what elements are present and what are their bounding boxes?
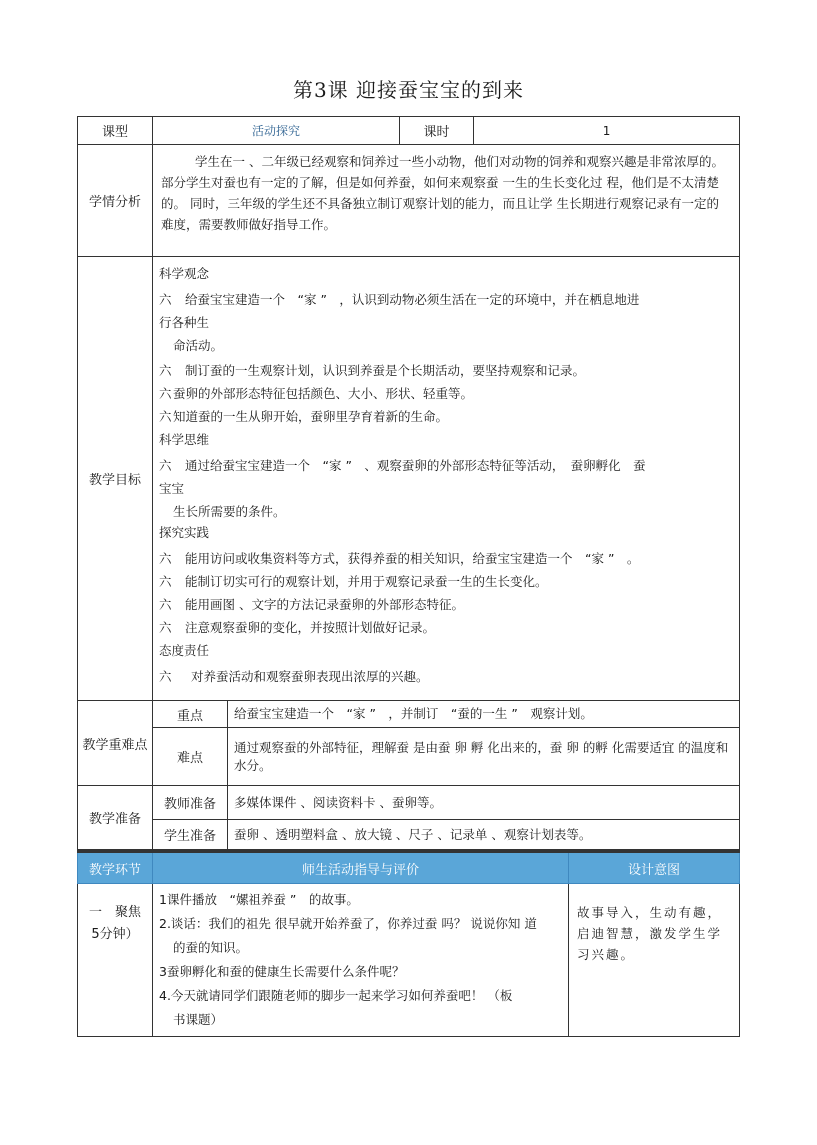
bullet-marker: 六 — [159, 458, 172, 473]
process-col-stage: 教学环节 — [78, 852, 153, 884]
type-value: 活动探究 — [153, 117, 400, 145]
activity-step: 2.谈话：我们的祖先 很早就开始养蚕了，你养过蚕 吗？ 说说你知 道 — [159, 916, 537, 931]
thinking-heading: 科学思维 — [159, 432, 210, 447]
lesson-info-row — [78, 117, 740, 145]
activity-step-cont: 书课题） — [173, 1012, 224, 1027]
objective-item: 六 能制订切实可行的观察计划，并用于观察记录蚕一生的生长变化。 — [159, 571, 733, 592]
practice-heading: 探究实践 — [159, 525, 210, 540]
focus-text: 给蚕宝宝建造一个 “家 ” ，并制订 “蚕的一生 ” 观察计划。 — [228, 701, 740, 728]
objectives-label: 教学目标 — [78, 257, 153, 701]
objective-item: 六 能用画图 、文字的方法记录蚕卵的外部形态特征。 — [159, 594, 733, 615]
design-intent: 故事导入，生动有趣，启迪智慧，激发学生学习兴趣。 — [569, 884, 740, 1037]
student-prep-label: 学生准备 — [153, 820, 228, 850]
objectives-row — [78, 257, 740, 701]
bullet-marker: 六 — [159, 292, 172, 307]
bullet-marker: 六 — [159, 551, 172, 566]
objective-item-wrap: 宝宝 — [159, 481, 185, 496]
objective-item-cont: 生长所需要的条件。 — [173, 504, 286, 519]
focus-stage-label — [78, 884, 153, 1037]
bullet-marker: 六 — [159, 386, 172, 401]
hours-value: 1 — [474, 117, 740, 145]
teacher-prep-text: 多媒体课件 、阅读资料卡 、蚕卵等。 — [228, 786, 740, 820]
process-header-row — [78, 852, 740, 884]
concept-heading: 科学观念 — [159, 266, 210, 281]
hours-label: 课时 — [400, 117, 474, 145]
student-analysis-row — [78, 145, 740, 257]
objective-item: 六 制订蚕的一生观察计划，认识到养蚕是个长期活动，要坚持观察和记录。 — [159, 360, 733, 381]
focus-section-row — [78, 884, 740, 1037]
process-col-intent: 设计意图 — [569, 852, 740, 884]
activity-step-cont: 的蚕的知识。 — [173, 940, 249, 955]
bullet-marker: 六 — [159, 409, 172, 424]
bullet-marker: 六 — [159, 574, 172, 589]
objective-item: 六 给蚕宝宝建造一个 “家 ” ，认识到动物必须生活在一定的环境中，并在栖息地进 — [159, 289, 733, 310]
objective-item: 六知道蚕的一生从卵开始，蚕卵里孕育着新的生命。 — [159, 406, 733, 427]
objective-item: 六蚕卵的外部形态特征包括颜色、大小、形状、轻重等。 — [159, 383, 733, 404]
type-label: 课型 — [78, 117, 153, 145]
bullet-marker: 六 — [159, 597, 172, 612]
student-analysis-label: 学情分析 — [78, 145, 153, 257]
objective-item: 六 注意观察蚕卵的变化，并按照计划做好记录。 — [159, 617, 733, 638]
focus-stage-line-2: 5分钟） — [91, 927, 139, 942]
student-analysis-text-cell — [153, 145, 740, 257]
objective-item: 六 能用访问或收集资料等方式，获得养蚕的相关知识，给蚕宝宝建造一个 “家 ” 。 — [159, 548, 733, 569]
activity-step: 3蚕卵孵化和蚕的健康生长需要什么条件呢？ — [159, 964, 405, 979]
preparation-label: 教学准备 — [78, 786, 153, 850]
teacher-prep-label: 教师准备 — [153, 786, 228, 820]
activity-step: 1课件播放 “嫘祖养蚕 ” 的故事。 — [159, 892, 359, 907]
focus-stage-line-1: 一 聚焦 — [88, 905, 141, 920]
teacher-prep-row — [78, 786, 740, 820]
student-prep-row — [78, 820, 740, 850]
student-analysis-text: 学生在一 、二年级已经观察和饲养过一些小动物，他们对动物的饲养和观察兴趣是非常浓厚的。部分学生对蚕也有一定的了解，但是如何养蚕，如何来观察蚕 一生的生长变化过 程，他们是不太清楚的。 同时，三年级的学生还不具备独立制订观察计划的能力，而且让学 生长期进行观察记录有一定的难度，需要教师做好指导工作。 — [161, 154, 724, 232]
bullet-marker: 六 — [159, 620, 172, 635]
lesson-plan-sheet — [77, 116, 739, 1037]
process-col-activity: 师生活动指导与评价 — [153, 852, 569, 884]
lesson-plan-table — [77, 116, 740, 850]
student-prep-text: 蚕卵 、透明塑料盒 、放大镜 、尺子 、记录单 、观察计划表等。 — [228, 820, 740, 850]
difficulty-text: 通过观察蚕的外部特征，理解蚕 是由蚕 卵 孵 化出来的，蚕 卵 的孵 化需要适宜 的温度和水分。 — [228, 728, 740, 786]
difficulty-row — [78, 728, 740, 786]
objective-item: 六 通过给蚕宝宝建造一个 “家 ” 、观察蚕卵的外部形态特征等活动， 蚕卵孵化 蚕 — [159, 455, 733, 476]
activity-step: 4.今天就请同学们跟随老师的脚步一起来学习如何养蚕吧！ （板 — [159, 988, 513, 1003]
focus-activities — [153, 884, 569, 1037]
objective-item-wrap: 行各种生 — [159, 315, 210, 330]
key-points-label: 教学重难点 — [78, 701, 153, 786]
focus-label: 重点 — [153, 701, 228, 728]
difficulty-label: 难点 — [153, 728, 228, 786]
process-table — [77, 850, 740, 1037]
bullet-marker: 六 — [159, 669, 172, 684]
objective-item-cont: 命活动。 — [173, 338, 224, 353]
bullet-marker: 六 — [159, 363, 172, 378]
objective-item: 六 对养蚕活动和观察蚕卵表现出浓厚的兴趣。 — [159, 666, 733, 687]
attitude-heading: 态度责任 — [159, 643, 210, 658]
page-title: 第3课 迎接蚕宝宝的到来 — [292, 78, 525, 102]
objectives-content — [153, 257, 740, 701]
key-point-row — [78, 701, 740, 728]
